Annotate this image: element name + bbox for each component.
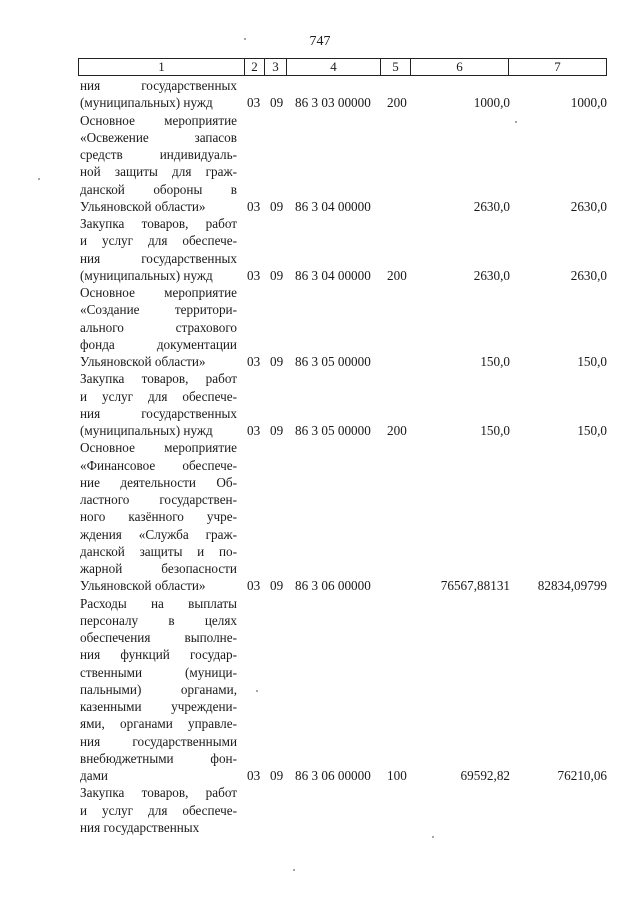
cell-c6: 2630,0 [473, 198, 510, 214]
row-description [80, 284, 237, 370]
cell-c3: 09 [270, 198, 284, 214]
description-line: ния государственных [80, 250, 237, 266]
description-line: и услуг для обеспече- [80, 388, 237, 404]
cell-c7: 76210,06 [557, 768, 607, 783]
cell-c3: 09 [270, 768, 284, 783]
cell-c6: 150,0 [480, 423, 510, 438]
description-line: и услуг для обеспече- [80, 802, 237, 818]
description-line: средств индивидуаль- [80, 147, 237, 162]
description-line: Ульяновской области» [80, 198, 206, 214]
row-description [80, 595, 237, 785]
description-line: (муниципальных) нужд [80, 267, 213, 283]
cell-c3: 09 [270, 267, 284, 283]
description-line: Основное мероприятие [80, 440, 237, 456]
cell-c7: 1000,0 [570, 95, 607, 111]
cell-c2: 03 [247, 267, 261, 283]
description-line: Расходы на выплаты [80, 595, 237, 611]
cell-c7: 2630,0 [570, 267, 607, 283]
header-col-6: 6 [411, 59, 509, 75]
header-col-4: 4 [287, 59, 381, 75]
description-line: внебюджетными фон- [80, 750, 237, 766]
scan-speck [293, 869, 295, 871]
description-line: дами [80, 768, 108, 783]
cell-c4: 86 3 04 00000 [295, 267, 371, 283]
description-line: Основное мероприятие [80, 285, 237, 300]
cell-c4: 86 3 04 00000 [295, 198, 371, 214]
description-line: ние деятельности Об- [80, 474, 237, 490]
cell-c4: 86 3 03 00000 [295, 95, 371, 111]
description-line: (муниципальных) нужд [80, 95, 213, 111]
cell-c6: 150,0 [480, 354, 510, 369]
cell-c2: 03 [247, 578, 261, 594]
header-col-2: 2 [245, 59, 265, 75]
cell-c4: 86 3 05 00000 [295, 423, 371, 438]
description-line: и услуг для обеспече- [80, 233, 237, 249]
row-description [80, 784, 237, 836]
cell-c7: 150,0 [577, 423, 607, 438]
header-col-5: 5 [381, 59, 411, 75]
cell-c6: 2630,0 [473, 267, 510, 283]
scan-speck [256, 690, 258, 692]
scan-speck [432, 836, 434, 838]
row-description [80, 439, 237, 594]
header-col-1: 1 [79, 59, 245, 75]
cell-c2: 03 [247, 95, 261, 111]
description-line: обеспечения выполне- [80, 630, 237, 645]
row-description [80, 112, 237, 216]
table-header [78, 58, 607, 76]
cell-c5: 100 [387, 768, 407, 783]
description-line: Закупка товаров, работ [80, 785, 237, 801]
scan-speck [38, 178, 40, 180]
description-line: ния государственных [80, 78, 237, 93]
description-line: фонда документации [80, 336, 237, 352]
cell-c5: 200 [387, 267, 407, 283]
scan-speck [515, 121, 517, 123]
cell-c6: 1000,0 [473, 95, 510, 111]
description-line: Закупка товаров, работ [80, 371, 237, 387]
description-line: данской защиты и по- [80, 543, 237, 559]
cell-c5: 200 [387, 95, 407, 111]
description-line: ластного государствен- [80, 492, 237, 507]
description-line: «Финансовое обеспече- [80, 457, 237, 473]
cell-c3: 09 [270, 423, 284, 438]
description-line: ния функций государ- [80, 647, 237, 663]
header-col-3: 3 [265, 59, 287, 75]
scan-speck [244, 38, 246, 40]
description-line: данской обороны в [80, 181, 237, 197]
description-line: ждения «Служба граж- [80, 526, 237, 542]
description-line: Ульяновской области» [80, 578, 206, 594]
description-line: ной защиты для граж- [80, 164, 237, 180]
cell-c6: 69592,82 [460, 768, 510, 783]
cell-c3: 09 [270, 95, 284, 111]
cell-c2: 03 [247, 198, 261, 214]
cell-c4: 86 3 06 00000 [295, 768, 371, 783]
description-line: жарной безопасности [80, 561, 237, 576]
description-line: (муниципальных) нужд [80, 423, 213, 438]
description-line: «Создание территори- [80, 302, 237, 318]
description-line: персоналу в целях [80, 612, 237, 628]
description-line: Основное мероприятие [80, 112, 237, 128]
row-description [80, 370, 237, 439]
description-line: ния государственных [80, 405, 237, 421]
description-line: «Освежение запасов [80, 129, 237, 145]
description-line: ального страхового [80, 319, 237, 335]
cell-c2: 03 [247, 354, 261, 369]
cell-c2: 03 [247, 423, 261, 438]
cell-c7: 2630,0 [570, 198, 607, 214]
header-col-7: 7 [554, 59, 561, 74]
row-description [80, 215, 237, 284]
description-line: ного казённого учре- [80, 509, 237, 525]
cell-c6: 76567,88131 [440, 578, 510, 594]
description-line: пальными) органами, [80, 681, 237, 697]
description-line: ния государственных [80, 819, 200, 835]
row-description [80, 77, 237, 112]
description-line: Ульяновской области» [80, 354, 206, 369]
cell-c3: 09 [270, 578, 284, 594]
cell-c2: 03 [247, 768, 261, 783]
description-line: ния государственными [80, 733, 237, 749]
description-line: ями, органами управле- [80, 716, 237, 732]
cell-c5: 200 [387, 423, 407, 438]
description-line: казенными учреждени- [80, 699, 237, 714]
description-line: Закупка товаров, работ [80, 216, 237, 231]
cell-c4: 86 3 06 00000 [295, 578, 371, 594]
cell-c3: 09 [270, 354, 284, 369]
description-line: ственными (муници- [80, 664, 237, 680]
cell-c4: 86 3 05 00000 [295, 354, 371, 369]
page-number: 747 [309, 34, 331, 49]
cell-c7: 150,0 [577, 354, 607, 369]
cell-c7: 82834,09799 [537, 578, 607, 594]
